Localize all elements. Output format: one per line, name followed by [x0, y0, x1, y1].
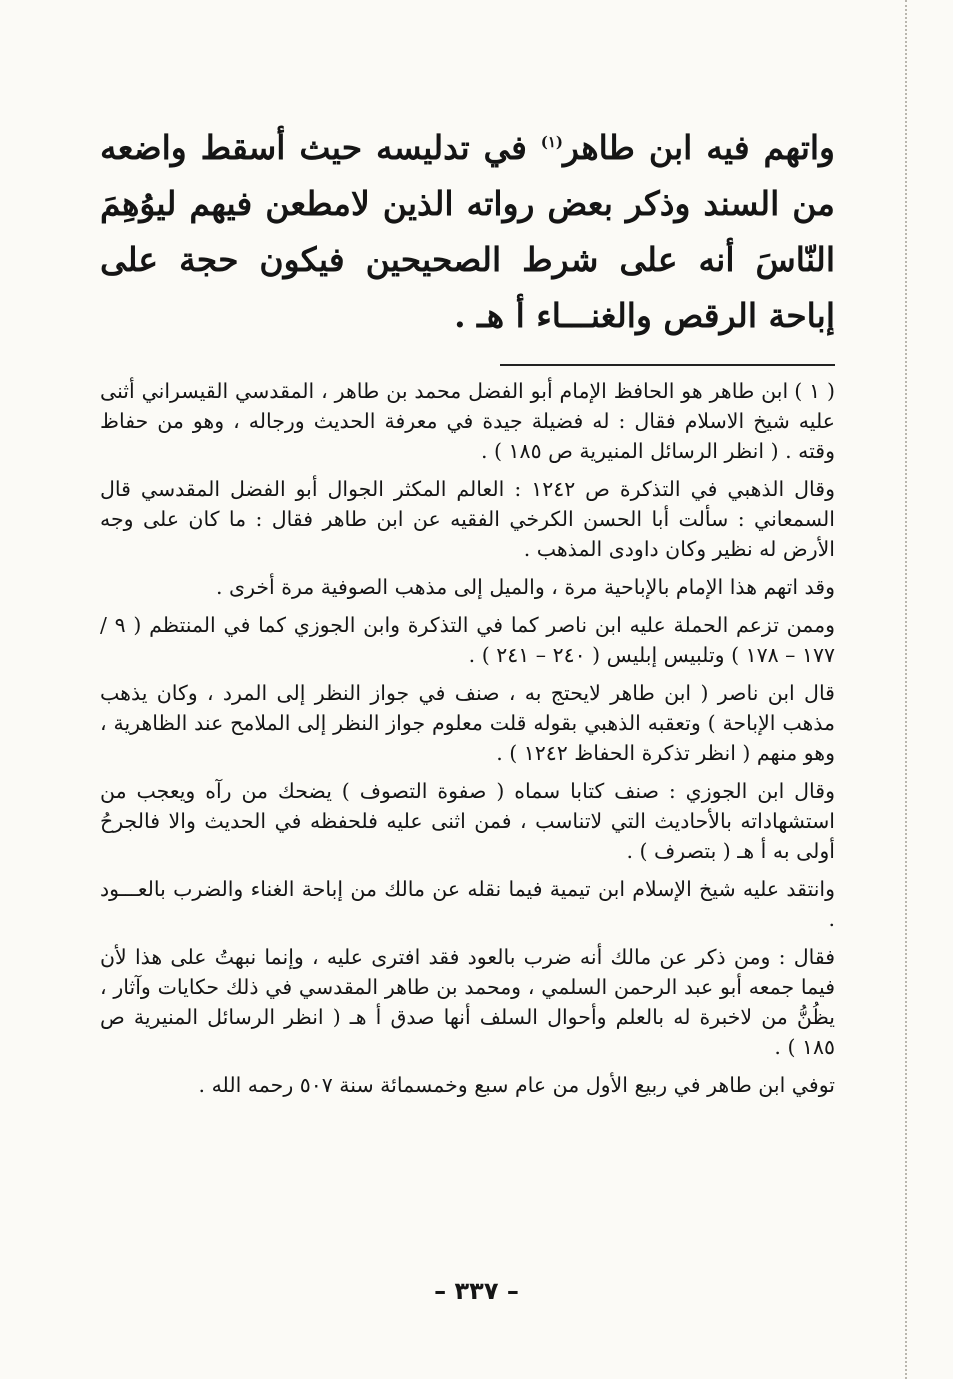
footnote-text: وانتقد عليه شيخ الإسلام ابن تيمية فيما نقله عن مالك من إباحة الغناء والضرب بالعـــود .	[100, 877, 835, 931]
footnote-paragraph	[100, 1070, 835, 1100]
footnote-text: وقال الذهبي في التذكرة ص ١٢٤٢ : العالم المكثر الجوال أبو الفضل المقدسي قال السمعاني : سألت أبا الحسن الكرخي الفقيه عن ابن طاهر فقال : ما كان على وجه الأرض له نظير وكان داودى المذهب .	[100, 477, 835, 561]
footnote-separator	[500, 364, 835, 366]
footnote-marker: ( ١ )	[794, 379, 836, 403]
footnote-paragraph	[100, 610, 835, 670]
footnote-text: وقال ابن الجوزي : صنف كتابا سماه ( صفوة التصوف ) يضحك من رآه ويعجب من استشهاداته بالأحاديث التي لاتناسب ، فمن اثنى عليه فلحفظه في الحديث والا فالجرحُ أولى به أ هـ ( بتصرف ) .	[100, 779, 835, 863]
footnote-paragraph	[100, 376, 835, 466]
page-number: – ٣٣٧ –	[434, 1277, 519, 1305]
main-paragraph	[100, 120, 835, 344]
main-text-part-2: في تدليسه حيث أسقط واضعه من السند وذكر بعض رواته الذين لامطعن فيهم ليوُهِمَ النّاسَ أنه على شرط الصحيحين فيكون حجة على إباحة الرقص والغنـــاء أ هـ .	[100, 128, 835, 335]
footnote-paragraph	[100, 572, 835, 602]
footnote-reference: (١)	[540, 133, 564, 151]
book-page	[100, 120, 835, 1108]
footnote-text: قال ابن ناصر ( ابن طاهر لايحتج به ، صنف في جواز النظر إلى المرد ، وكان يذهب مذهب الإباحة ) وتعقبه الذهبي بقوله قلت معلوم جواز النظر إلى الملامح عند الظاهرية ، وهو منهم ( انظر تذكرة الحفاظ ١٢٤٢ ) .	[100, 681, 835, 765]
footnote-text: توفي ابن طاهر في ربيع الأول من عام سبع وخمسمائة سنة ٥٠٧ رحمه الله .	[198, 1073, 835, 1097]
main-text-part-1: واتهم فيه ابن طاهر	[563, 128, 835, 167]
binding-dotted-line	[905, 0, 907, 1379]
footnote-paragraph	[100, 776, 835, 866]
footnote-paragraph	[100, 474, 835, 564]
footnotes	[100, 376, 835, 1100]
footnote-text: وممن تزعم الحملة عليه ابن ناصر كما في التذكرة وابن الجوزي كما في المنتظم ( ٩ / ١٧٧ – ١٧٨ ) وتلبيس إبليس ( ٢٤٠ – ٢٤١ ) .	[100, 613, 835, 667]
footnote-text: ابن طاهر هو الحافظ الإمام أبو الفضل محمد بن طاهر ، المقدسي القيسراني أثنى عليه شيخ الاسلام فقال : له فضيلة جيدة في معرفة الحديث ورجاله ، وهو من حفاظ وقته . ( انظر الرسائل المنيرية ص ١٨٥ ) .	[100, 379, 835, 463]
footnote-paragraph	[100, 942, 835, 1062]
main-text	[100, 120, 835, 344]
footnote-paragraph	[100, 678, 835, 768]
footnote-text: فقال : ومن ذكر عن مالك أنه ضرب بالعود فقد افترى عليه ، وإنما نبهتُ على هذا لأن فيما جمعه أبو عبد الرحمن السلمي ، ومحمد بن طاهر المقدسي في ذلك حكايات وآثار ، يظُنُّ من لاخبرة له بالعلم وأحوال السلف أنها صدق أ هـ ( انظر الرسائل المنيرية ص ١٨٥ ) .	[100, 945, 835, 1059]
footnote-paragraph	[100, 874, 835, 934]
footnote-text: وقد اتهم هذا الإمام بالإباحية مرة ، والميل إلى مذهب الصوفية مرة أخرى .	[215, 575, 835, 599]
